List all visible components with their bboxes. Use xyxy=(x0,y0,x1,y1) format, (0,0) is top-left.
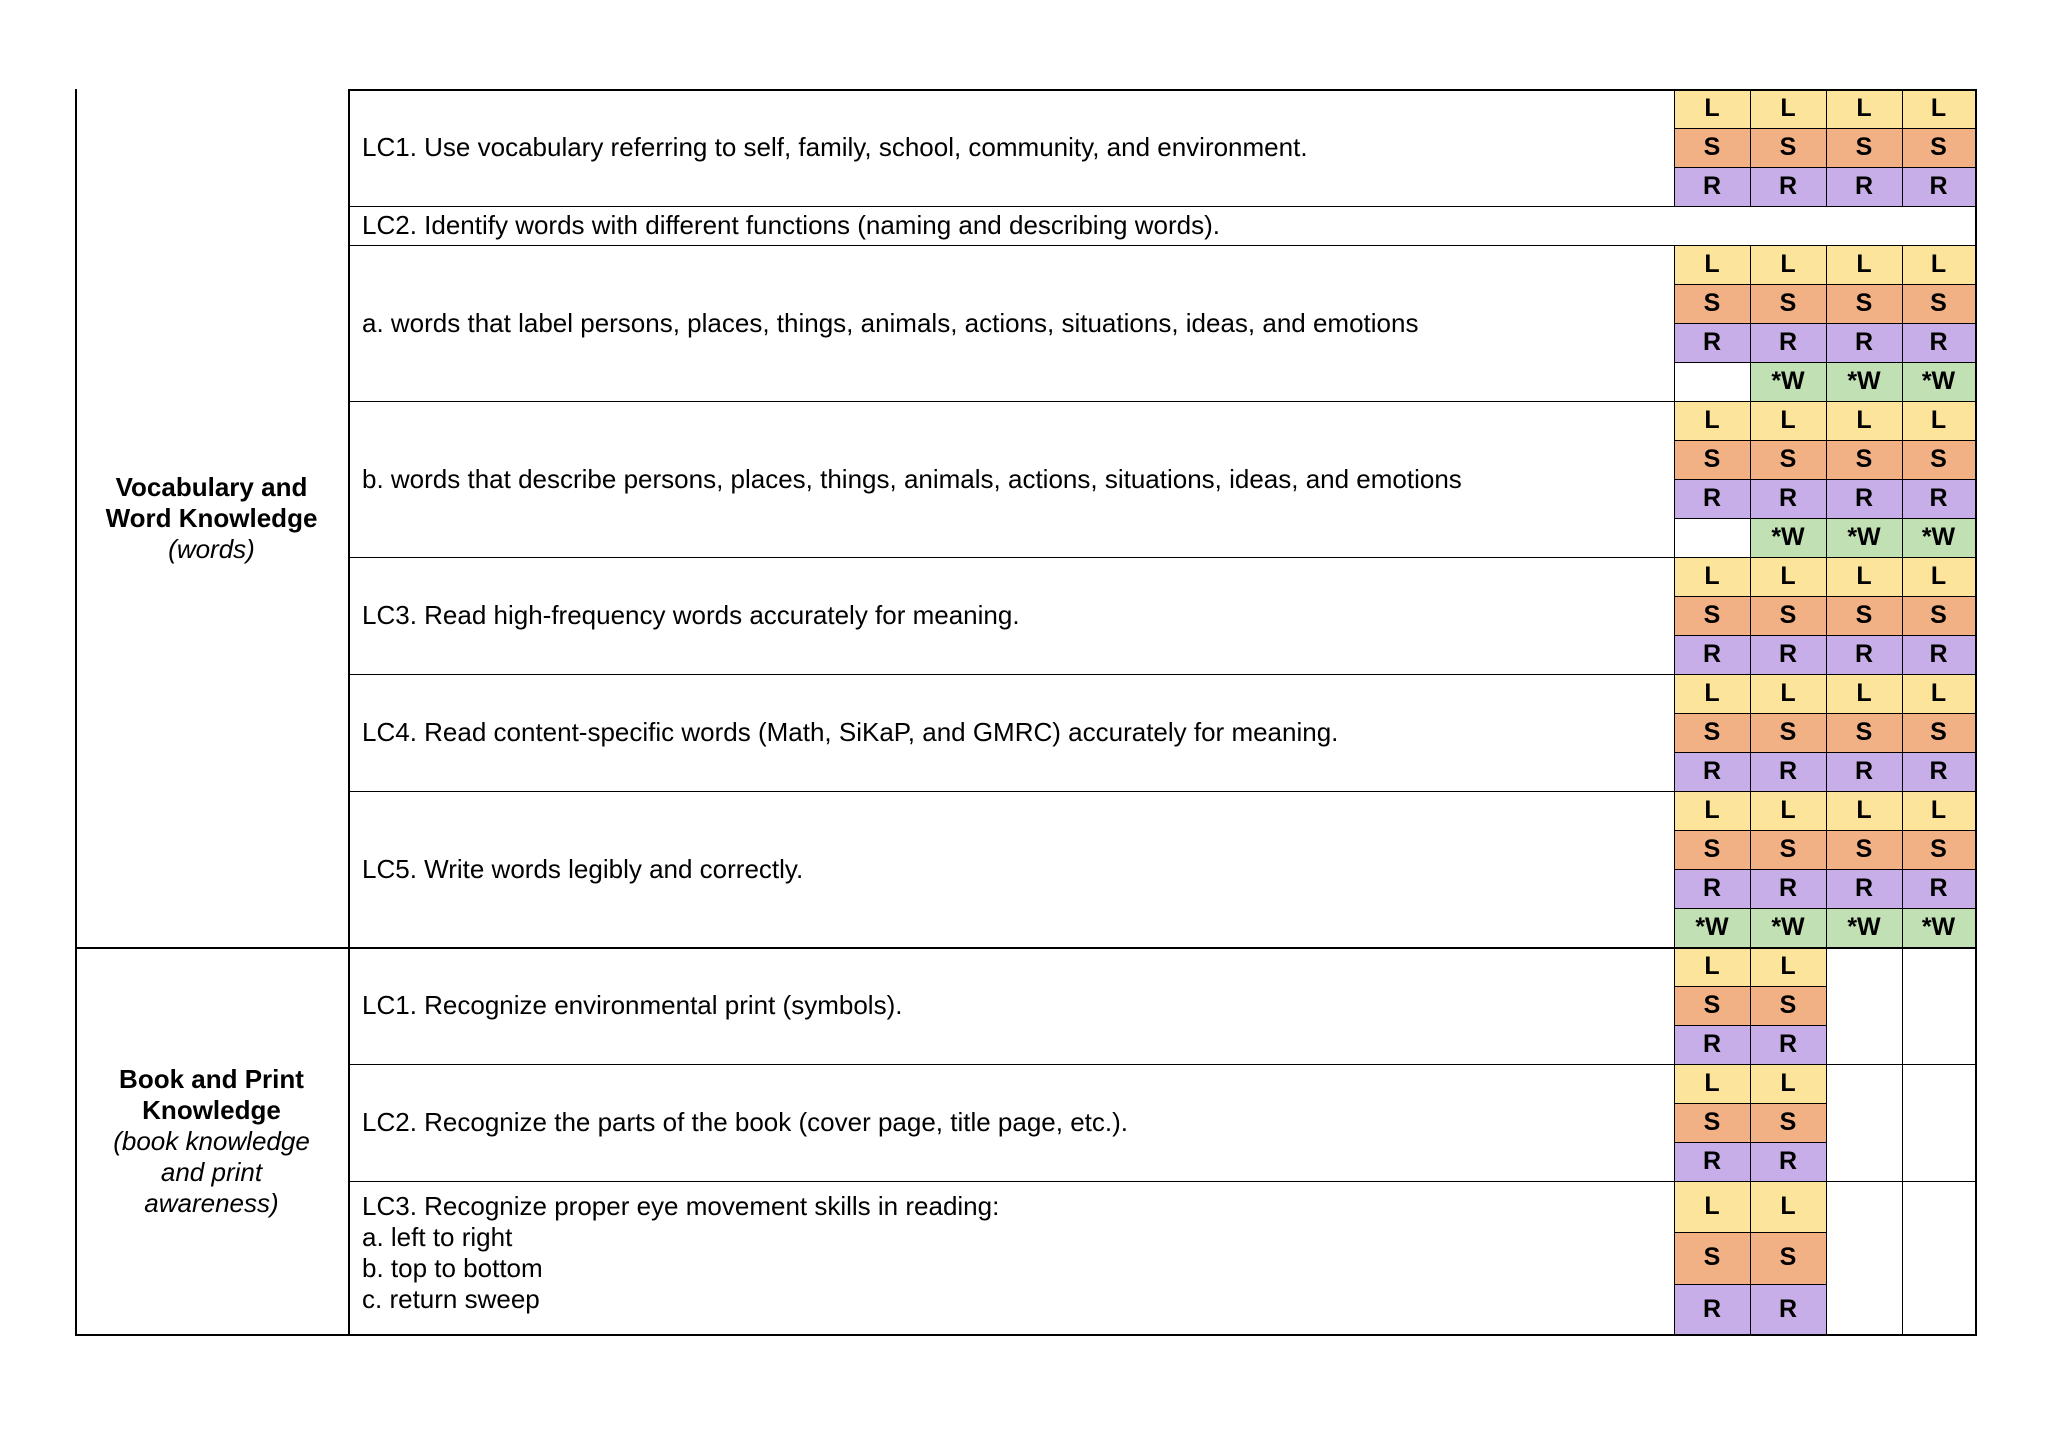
code-cell-s: S xyxy=(1826,713,1902,752)
code-column-divider xyxy=(1902,1064,1903,1181)
cell-divider xyxy=(1826,167,1902,168)
code-column-divider xyxy=(1750,1181,1751,1335)
cell-divider xyxy=(1674,284,1750,285)
code-cell-r: R xyxy=(1674,752,1750,791)
code-cell-l: L xyxy=(1826,245,1902,284)
code-cell-l: L xyxy=(1826,674,1902,713)
table-right-border xyxy=(1975,89,1977,1335)
cell-divider xyxy=(1826,752,1902,753)
code-column-divider xyxy=(1902,791,1903,947)
code-cell-s: S xyxy=(1750,713,1826,752)
cell-divider xyxy=(1902,596,1975,597)
code-cell-w: *W xyxy=(1826,362,1902,401)
code-cell-w: *W xyxy=(1902,362,1975,401)
code-column-divider xyxy=(1902,947,1903,1064)
cell-divider xyxy=(1826,128,1902,129)
code-column-divider xyxy=(1750,557,1751,674)
code-column-divider xyxy=(1826,674,1827,791)
code-cell-r: R xyxy=(1750,1284,1826,1335)
code-column-divider xyxy=(1750,89,1751,206)
cell-divider xyxy=(1750,167,1826,168)
cell-divider xyxy=(1902,323,1975,324)
competency-text: LC3. Read high-frequency words accurately for meaning. xyxy=(362,600,1020,630)
domain-subtitle: (book knowledge and print awareness) xyxy=(113,1125,310,1218)
code-column-divider xyxy=(1826,89,1827,206)
competency-text: LC3. Recognize proper eye movement skills in reading: a. left to right b. top to bottom c. return sweep xyxy=(362,1191,1000,1314)
cell-divider xyxy=(1750,1103,1826,1104)
code-cell-r: R xyxy=(1750,1025,1826,1064)
code-cell-r: R xyxy=(1674,1025,1750,1064)
code-cell-s: S xyxy=(1826,284,1902,323)
code-cell-l: L xyxy=(1902,245,1975,284)
cell-divider xyxy=(1826,479,1902,480)
code-cell-l: L xyxy=(1674,1181,1750,1232)
cell-divider xyxy=(1750,128,1826,129)
cell-divider xyxy=(1826,518,1902,519)
code-column-divider xyxy=(1674,1181,1675,1335)
cell-divider xyxy=(1750,323,1826,324)
empty-cell xyxy=(1826,947,1902,986)
code-cell-r: R xyxy=(1902,752,1975,791)
code-column-divider xyxy=(1902,1181,1903,1335)
code-cell-l: L xyxy=(1674,89,1750,128)
code-cell-s: S xyxy=(1674,713,1750,752)
domain-column-divider xyxy=(348,89,350,1335)
code-cell-w: *W xyxy=(1902,518,1975,557)
cell-divider xyxy=(1750,830,1826,831)
code-cell-s: S xyxy=(1674,284,1750,323)
code-cell-s: S xyxy=(1674,830,1750,869)
cell-divider xyxy=(1674,1284,1750,1285)
table-left-border xyxy=(75,89,77,1335)
cell-divider xyxy=(1750,1025,1826,1026)
cell-divider xyxy=(1902,479,1975,480)
cell-divider xyxy=(1674,128,1750,129)
cell-divider xyxy=(1826,284,1902,285)
competency-text: LC4. Read content-specific words (Math, SiKaP, and GMRC) accurately for meaning. xyxy=(362,717,1339,747)
empty-cell xyxy=(1902,1064,1975,1103)
cell-divider xyxy=(1826,869,1902,870)
code-cell-l: L xyxy=(1902,674,1975,713)
cell-divider xyxy=(1902,635,1975,636)
code-column-divider xyxy=(1750,1064,1751,1181)
cell-divider xyxy=(1674,596,1750,597)
row-divider xyxy=(348,245,1975,246)
empty-cell xyxy=(1826,1181,1902,1232)
table-top-border xyxy=(348,89,1977,91)
row-divider xyxy=(348,401,1975,402)
row-divider xyxy=(348,674,1975,675)
code-column-divider xyxy=(1902,674,1903,791)
cell-divider xyxy=(1826,635,1902,636)
code-cell-l: L xyxy=(1826,557,1902,596)
row-divider xyxy=(348,1181,1975,1182)
code-column-divider xyxy=(1826,557,1827,674)
code-cell-r: R xyxy=(1674,479,1750,518)
code-cell-r: R xyxy=(1826,635,1902,674)
empty-cell xyxy=(1674,518,1750,557)
row-divider xyxy=(348,206,1975,207)
code-cell-s: S xyxy=(1750,128,1826,167)
cell-divider xyxy=(1674,1142,1750,1143)
code-cell-r: R xyxy=(1750,167,1826,206)
code-cell-r: R xyxy=(1902,167,1975,206)
code-cell-r: R xyxy=(1674,869,1750,908)
code-cell-s: S xyxy=(1750,596,1826,635)
code-cell-l: L xyxy=(1750,401,1826,440)
code-cell-s: S xyxy=(1826,440,1902,479)
cell-divider xyxy=(1674,1232,1750,1233)
domain-title: Vocabulary and Word Knowledge xyxy=(105,471,318,533)
code-column-divider xyxy=(1674,947,1675,1064)
code-cell-r: R xyxy=(1750,1142,1826,1181)
cell-divider xyxy=(1674,167,1750,168)
code-cell-s: S xyxy=(1674,440,1750,479)
code-cell-r: R xyxy=(1674,323,1750,362)
code-cell-l: L xyxy=(1750,674,1826,713)
code-column-divider xyxy=(1674,674,1675,791)
cell-divider xyxy=(1826,362,1902,363)
cell-divider xyxy=(1750,752,1826,753)
code-cell-l: L xyxy=(1750,947,1826,986)
code-column-divider xyxy=(1674,557,1675,674)
cell-divider xyxy=(1902,752,1975,753)
code-cell-w: *W xyxy=(1674,908,1750,947)
cell-divider xyxy=(1674,908,1750,909)
table-bottom-border xyxy=(75,1334,1977,1336)
cell-divider xyxy=(1750,440,1826,441)
code-column-divider xyxy=(1750,401,1751,557)
code-cell-r: R xyxy=(1674,1284,1750,1335)
competency-text: LC2. Identify words with different functions (naming and describing words). xyxy=(362,210,1220,240)
code-column-divider xyxy=(1674,1064,1675,1181)
code-column-divider xyxy=(1902,557,1903,674)
code-cell-r: R xyxy=(1902,323,1975,362)
competency-text: LC1. Recognize environmental print (symbols). xyxy=(362,990,903,1020)
empty-cell xyxy=(1902,986,1975,1025)
cell-divider xyxy=(1750,986,1826,987)
code-cell-s: S xyxy=(1826,596,1902,635)
empty-cell xyxy=(1826,1284,1902,1335)
cell-divider xyxy=(1750,284,1826,285)
code-cell-s: S xyxy=(1902,284,1975,323)
cell-divider xyxy=(1750,362,1826,363)
code-cell-r: R xyxy=(1750,479,1826,518)
code-cell-r: R xyxy=(1826,752,1902,791)
code-cell-l: L xyxy=(1750,557,1826,596)
code-cell-s: S xyxy=(1750,986,1826,1025)
code-cell-l: L xyxy=(1750,89,1826,128)
cell-divider xyxy=(1902,869,1975,870)
code-column-divider xyxy=(1750,674,1751,791)
cell-divider xyxy=(1902,128,1975,129)
code-cell-s: S xyxy=(1750,284,1826,323)
code-cell-s: S xyxy=(1674,596,1750,635)
code-column-divider xyxy=(1674,89,1675,206)
code-cell-s: S xyxy=(1902,713,1975,752)
row-divider xyxy=(348,1064,1975,1065)
code-cell-l: L xyxy=(1750,1181,1826,1232)
row-divider xyxy=(348,557,1975,558)
code-cell-r: R xyxy=(1826,323,1902,362)
row-divider xyxy=(348,791,1975,792)
cell-divider xyxy=(1674,518,1750,519)
cell-divider xyxy=(1674,479,1750,480)
code-cell-s: S xyxy=(1674,1103,1750,1142)
empty-cell xyxy=(1826,1103,1902,1142)
cell-divider xyxy=(1674,830,1750,831)
cell-divider xyxy=(1826,830,1902,831)
code-cell-r: R xyxy=(1674,167,1750,206)
domain-cell xyxy=(75,947,348,1335)
competency-text: LC2. Recognize the parts of the book (cover page, title page, etc.). xyxy=(362,1107,1128,1137)
cell-divider xyxy=(1750,713,1826,714)
code-cell-s: S xyxy=(1902,596,1975,635)
code-cell-l: L xyxy=(1826,89,1902,128)
cell-divider xyxy=(1674,635,1750,636)
cell-divider xyxy=(1674,362,1750,363)
code-cell-l: L xyxy=(1750,1064,1826,1103)
code-column-divider xyxy=(1750,791,1751,947)
code-cell-l: L xyxy=(1674,674,1750,713)
code-cell-w: *W xyxy=(1750,908,1826,947)
code-cell-r: R xyxy=(1750,635,1826,674)
cell-divider xyxy=(1902,908,1975,909)
code-cell-l: L xyxy=(1902,401,1975,440)
cell-divider xyxy=(1902,518,1975,519)
cell-divider xyxy=(1750,596,1826,597)
empty-cell xyxy=(1826,1232,1902,1283)
code-cell-s: S xyxy=(1902,830,1975,869)
code-cell-l: L xyxy=(1750,791,1826,830)
code-cell-l: L xyxy=(1674,1064,1750,1103)
code-cell-r: R xyxy=(1826,167,1902,206)
cell-divider xyxy=(1674,752,1750,753)
empty-cell xyxy=(1902,1284,1975,1335)
code-column-divider xyxy=(1826,1181,1827,1335)
competency-text: b. words that describe persons, places, things, animals, actions, situations, ideas, and emotions xyxy=(362,463,1462,494)
code-cell-w: *W xyxy=(1750,518,1826,557)
cell-divider xyxy=(1902,167,1975,168)
code-cell-r: R xyxy=(1902,635,1975,674)
cell-divider xyxy=(1826,596,1902,597)
code-cell-l: L xyxy=(1674,557,1750,596)
code-cell-r: R xyxy=(1902,479,1975,518)
cell-divider xyxy=(1750,1232,1826,1233)
code-cell-r: R xyxy=(1674,635,1750,674)
code-cell-s: S xyxy=(1826,128,1902,167)
code-cell-l: L xyxy=(1750,245,1826,284)
code-cell-w: *W xyxy=(1902,908,1975,947)
code-cell-l: L xyxy=(1826,401,1902,440)
empty-cell xyxy=(1826,986,1902,1025)
code-cell-s: S xyxy=(1750,440,1826,479)
code-cell-r: R xyxy=(1750,323,1826,362)
code-cell-r: R xyxy=(1750,752,1826,791)
code-cell-l: L xyxy=(1826,791,1902,830)
empty-cell xyxy=(1902,1142,1975,1181)
cell-divider xyxy=(1674,869,1750,870)
domain-title: Book and Print Knowledge xyxy=(119,1063,304,1125)
empty-cell xyxy=(1826,1025,1902,1064)
domain-cell xyxy=(75,89,348,947)
code-column-divider xyxy=(1902,245,1903,401)
cell-divider xyxy=(1902,713,1975,714)
code-cell-l: L xyxy=(1902,89,1975,128)
code-cell-s: S xyxy=(1750,1103,1826,1142)
cell-divider xyxy=(1826,323,1902,324)
code-column-divider xyxy=(1826,401,1827,557)
cell-divider xyxy=(1750,518,1826,519)
cell-divider xyxy=(1674,1025,1750,1026)
code-column-divider xyxy=(1674,245,1675,401)
code-column-divider xyxy=(1902,401,1903,557)
code-cell-l: L xyxy=(1902,557,1975,596)
cell-divider xyxy=(1750,908,1826,909)
code-cell-w: *W xyxy=(1826,518,1902,557)
code-cell-s: S xyxy=(1902,440,1975,479)
cell-divider xyxy=(1674,1103,1750,1104)
cell-divider xyxy=(1826,440,1902,441)
cell-divider xyxy=(1902,440,1975,441)
code-cell-s: S xyxy=(1826,830,1902,869)
cell-divider xyxy=(1750,1142,1826,1143)
code-cell-s: S xyxy=(1674,986,1750,1025)
code-column-divider xyxy=(1674,401,1675,557)
empty-cell xyxy=(1902,1181,1975,1232)
competency-text: LC1. Use vocabulary referring to self, family, school, community, and environment. xyxy=(362,132,1308,162)
cell-divider xyxy=(1902,362,1975,363)
code-cell-s: S xyxy=(1674,1232,1750,1283)
code-cell-r: R xyxy=(1826,479,1902,518)
code-cell-w: *W xyxy=(1750,362,1826,401)
code-cell-l: L xyxy=(1674,791,1750,830)
cell-divider xyxy=(1674,323,1750,324)
code-cell-s: S xyxy=(1750,1232,1826,1283)
cell-divider xyxy=(1750,479,1826,480)
empty-cell xyxy=(1826,1064,1902,1103)
code-column-divider xyxy=(1750,947,1751,1064)
domain-subtitle: (words) xyxy=(168,533,255,564)
code-column-divider xyxy=(1826,1064,1827,1181)
cell-divider xyxy=(1826,908,1902,909)
code-cell-l: L xyxy=(1674,947,1750,986)
cell-divider xyxy=(1674,986,1750,987)
code-cell-r: R xyxy=(1826,869,1902,908)
competency-text: LC5. Write words legibly and correctly. xyxy=(362,853,804,884)
code-column-divider xyxy=(1826,791,1827,947)
code-cell-r: R xyxy=(1674,1142,1750,1181)
code-column-divider xyxy=(1826,245,1827,401)
code-column-divider xyxy=(1750,245,1751,401)
code-cell-s: S xyxy=(1750,830,1826,869)
empty-cell xyxy=(1902,947,1975,986)
empty-cell xyxy=(1902,1103,1975,1142)
cell-divider xyxy=(1750,635,1826,636)
code-cell-w: *W xyxy=(1826,908,1902,947)
cell-divider xyxy=(1826,713,1902,714)
domain-divider xyxy=(75,947,1977,949)
empty-cell xyxy=(1826,1142,1902,1181)
competency-text: a. words that label persons, places, things, animals, actions, situations, ideas, and emotions xyxy=(362,307,1419,338)
code-cell-l: L xyxy=(1674,401,1750,440)
empty-cell xyxy=(1902,1232,1975,1283)
cell-divider xyxy=(1674,440,1750,441)
code-column-divider xyxy=(1826,947,1827,1064)
code-cell-l: L xyxy=(1674,245,1750,284)
cell-divider xyxy=(1674,713,1750,714)
code-column-divider xyxy=(1902,89,1903,206)
cell-divider xyxy=(1750,869,1826,870)
code-cell-r: R xyxy=(1750,869,1826,908)
cell-divider xyxy=(1750,1284,1826,1285)
cell-divider xyxy=(1902,830,1975,831)
empty-cell xyxy=(1902,1025,1975,1064)
code-column-divider xyxy=(1674,791,1675,947)
code-cell-s: S xyxy=(1674,128,1750,167)
code-cell-s: S xyxy=(1902,128,1975,167)
code-cell-r: R xyxy=(1902,869,1975,908)
code-cell-l: L xyxy=(1902,791,1975,830)
cell-divider xyxy=(1902,284,1975,285)
empty-cell xyxy=(1674,362,1750,401)
